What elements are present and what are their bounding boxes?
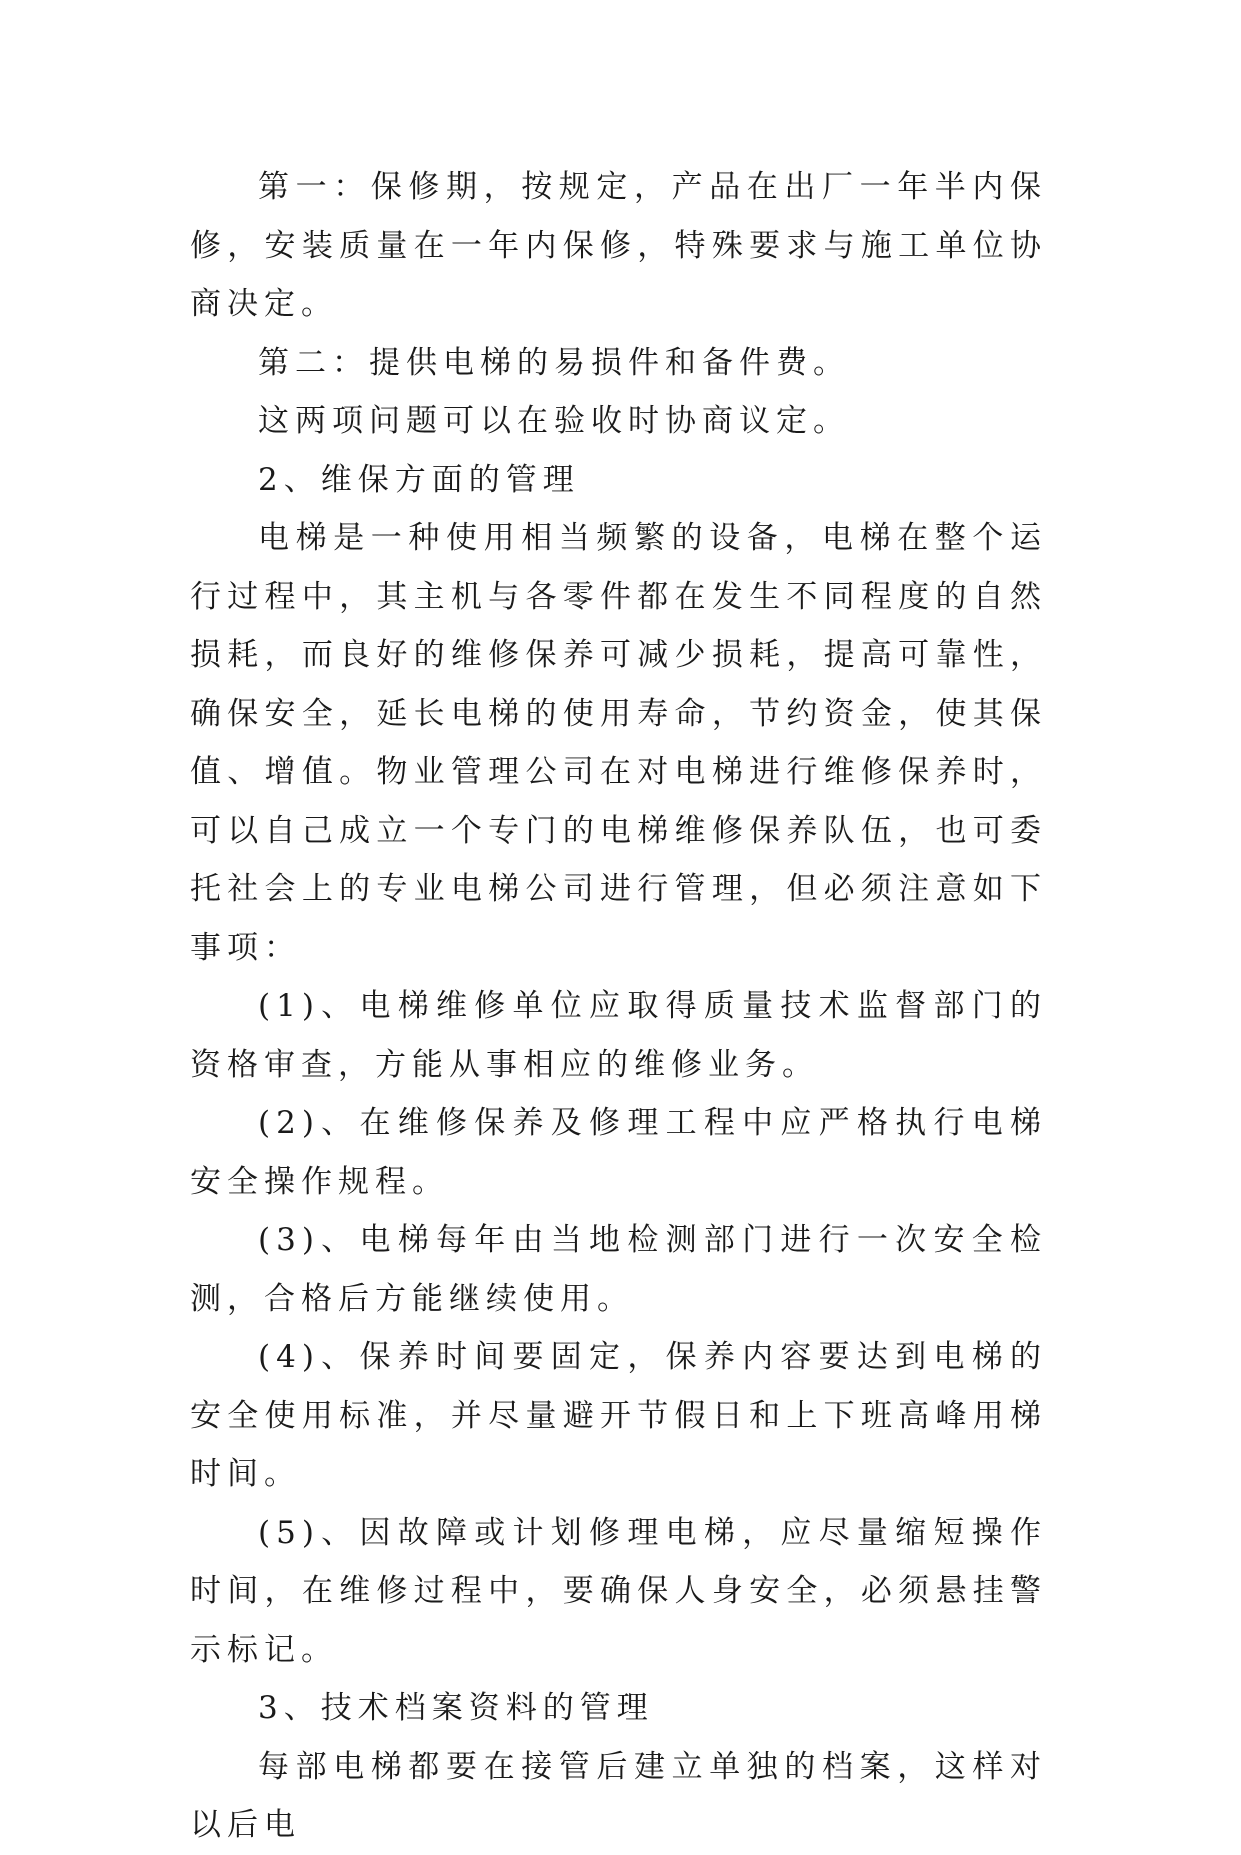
paragraph-archives-intro: 每部电梯都要在接管后建立单独的档案，这样对以后电 bbox=[190, 1748, 1047, 1843]
paragraph-maintenance-intro: 电梯是一种使用相当频繁的设备，电梯在整个运行过程中，其主机与各零件都在发生不同程度的自然损耗，而良好的维修保养可减少损耗，提高可靠性，确保安全，延长电梯的使用寿命，节约资金，使其保值、增值。物业管理公司在对电梯进行维修保养时，可以自己成立一个专门的电梯维修保养队伍，也可委托社会上的专业电梯公司进行管理，但必须注意如下事项： bbox=[190, 520, 1047, 966]
list-item-5: (5)、因故障或计划修理电梯，应尽量缩短操作时间，在维修过程中，要确保人身安全，必须悬挂警示标记。 bbox=[190, 1514, 1047, 1668]
list-item-3: (3)、电梯每年由当地检测部门进行一次安全检测，合格后方能继续使用。 bbox=[190, 1222, 1047, 1317]
paragraph-warranty-first: 第一：保修期，按规定，产品在出厂一年半内保修，安装质量在一年内保修，特殊要求与施工单位协商决定。 bbox=[190, 169, 1047, 322]
list-item-4: (4)、保养时间要固定，保养内容要达到电梯的安全使用标准，并尽量避开节假日和上下班高峰用梯时间。 bbox=[190, 1339, 1047, 1492]
paragraph-acceptance-note: 这两项问题可以在验收时协商议定。 bbox=[258, 403, 850, 439]
list-item-1: (1)、电梯维修单位应取得质量技术监督部门的资格审查，方能从事相应的维修业务。 bbox=[190, 988, 1047, 1083]
paragraph-warranty-second: 第二：提供电梯的易损件和备件费。 bbox=[258, 344, 850, 381]
list-item-2: (2)、在维修保养及修理工程中应严格执行电梯安全操作规程。 bbox=[190, 1105, 1047, 1200]
section-heading-maintenance: 2、维保方面的管理 bbox=[258, 461, 580, 498]
section-heading-archives: 3、技术档案资料的管理 bbox=[258, 1690, 654, 1726]
